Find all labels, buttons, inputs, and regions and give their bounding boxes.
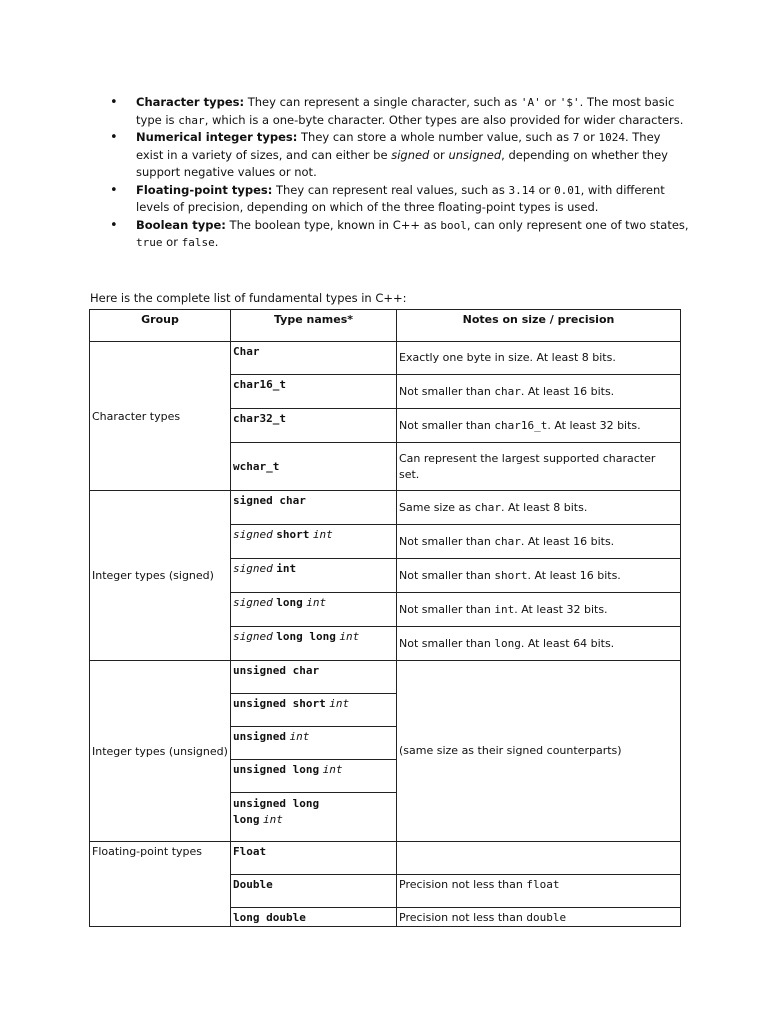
type-name-cell [231, 661, 397, 694]
group-character-types: Character types [90, 342, 231, 491]
bullet-text: They can store a whole number value, such as [297, 130, 573, 144]
table-row [90, 842, 681, 875]
notes-cell: Can represent the largest supported character set. [397, 443, 681, 491]
list-item-floating-point-types [110, 182, 690, 217]
notes-text: Not smaller than [399, 534, 495, 548]
notes-text: . At least 64 bits. [520, 636, 615, 650]
optional-keyword: int [322, 763, 343, 776]
notes-cell [397, 627, 681, 661]
notes-cell: Exactly one byte in size. At least 8 bits. [397, 342, 681, 375]
type-name-cell [231, 409, 397, 443]
notes-cell [397, 375, 681, 409]
group-integer-signed: Integer types (signed) [90, 491, 231, 661]
optional-keyword: signed [233, 562, 273, 575]
notes-cell [397, 559, 681, 593]
notes-text: . At least 16 bits. [520, 534, 615, 548]
optional-keyword: int [306, 596, 327, 609]
bullet-text: or [534, 182, 555, 197]
table-intro: Here is the complete list of fundamental types in C++: [90, 291, 407, 305]
bullet-text: or [579, 130, 599, 144]
optional-keyword: int [312, 528, 333, 541]
type-name-cell [231, 525, 397, 559]
code-literal: 'A' [520, 96, 541, 109]
optional-keyword: signed [233, 630, 273, 643]
type-name-cell [231, 727, 397, 760]
notes-cell [397, 842, 681, 875]
bullet-text: They can represent real values, such as [272, 182, 509, 197]
type-name-cell [231, 793, 397, 842]
type-keyword: unsigned short [233, 697, 326, 710]
code-literal: char16_t [494, 418, 548, 432]
notes-cell [397, 908, 681, 927]
type-name-cell [231, 491, 397, 525]
bullet-text: , can only represent one of two states, [466, 217, 689, 232]
type-name-cell [231, 908, 397, 927]
optional-keyword: int [263, 813, 283, 826]
type-name-cell [231, 694, 397, 727]
type-keyword: unsigned long [233, 797, 320, 810]
table-row [90, 491, 681, 525]
type-name-cell [231, 875, 397, 908]
type-keyword: Char [233, 345, 260, 358]
optional-keyword: int [289, 730, 310, 743]
code-literal: false [181, 236, 215, 249]
type-keyword: long [276, 596, 303, 609]
type-keyword: Float [233, 845, 267, 858]
notes-cell-unsigned: (same size as their signed counterparts) [397, 661, 681, 842]
notes-cell [397, 491, 681, 525]
type-keyword: long [233, 813, 260, 826]
type-name-cell [231, 627, 397, 661]
emphasis-text: unsigned [448, 147, 502, 162]
bullet-term: Numerical integer types: [136, 130, 298, 144]
group-floating-point: Floating-point types [90, 842, 231, 927]
type-name-cell [231, 593, 397, 627]
type-keyword: int [276, 562, 297, 575]
notes-text: Not smaller than [399, 602, 495, 616]
notes-cell [397, 525, 681, 559]
code-literal: '$' [559, 96, 580, 109]
notes-cell [397, 875, 681, 908]
type-name-cell [231, 375, 397, 409]
bullet-text: , which is a one-byte character. Other types are also provided for wider characters. [204, 112, 684, 127]
optional-keyword: signed [233, 528, 273, 541]
optional-keyword: int [339, 630, 360, 643]
notes-text: . At least 16 bits. [527, 568, 621, 582]
type-keyword: Double [233, 878, 273, 891]
notes-text: Precision not less than [399, 911, 527, 924]
bullet-text: . [214, 235, 219, 249]
notes-text: Precision not less than [399, 878, 527, 891]
notes-text: Not smaller than [399, 568, 495, 582]
code-literal: char [494, 384, 521, 398]
header-group: Group [90, 310, 231, 342]
list-item-boolean-type [110, 217, 690, 252]
fundamental-types-table [89, 309, 681, 927]
list-item-character-types [110, 94, 690, 129]
group-integer-unsigned: Integer types (unsigned) [90, 661, 231, 842]
type-keyword: unsigned char [233, 664, 320, 677]
type-keyword: unsigned [233, 730, 286, 743]
notes-text: Not smaller than [399, 418, 495, 432]
notes-text: . At least 32 bits. [514, 602, 608, 616]
type-keyword: long long [276, 630, 336, 643]
code-literal: double [526, 911, 567, 924]
code-literal: int [494, 602, 515, 616]
code-literal: short [494, 568, 528, 582]
bullet-text: , depending on whether they support negative values or not. [136, 147, 668, 179]
optional-keyword: signed [233, 596, 273, 609]
type-keyword: char16_t [233, 378, 286, 391]
notes-text: Not smaller than [399, 636, 495, 650]
header-type-names: Type names* [231, 310, 397, 342]
bullet-text: The boolean type, known in C++ as [225, 217, 441, 232]
code-literal: long [494, 636, 521, 650]
optional-keyword: int [329, 697, 350, 710]
bullet-text: or [540, 95, 560, 109]
type-name-cell [231, 559, 397, 593]
bullet-text: They can represent a single character, such as [244, 95, 521, 109]
code-literal: 0.01 [554, 183, 581, 197]
type-keyword: long double [233, 911, 306, 924]
bullet-text: . They exist in a variety of sizes, and can either be [136, 130, 661, 162]
notes-cell [397, 409, 681, 443]
emphasis-text: signed [391, 147, 430, 162]
type-name-cell [231, 443, 397, 491]
code-literal: 3.14 [508, 183, 535, 197]
notes-text: . At least 8 bits. [501, 500, 588, 514]
type-name-cell [231, 760, 397, 793]
code-literal: 1024 [598, 131, 625, 144]
type-keyword: unsigned long [233, 763, 320, 776]
bullet-text: or [429, 147, 449, 162]
table-row [90, 661, 681, 694]
bullet-term: Floating-point types: [136, 182, 273, 197]
code-literal: char [474, 500, 501, 514]
type-name-cell [231, 842, 397, 875]
bullet-text: , with different levels of precision, depending on which of the three floating-point types is used. [136, 182, 665, 214]
notes-cell [397, 593, 681, 627]
bullet-text: . The most basic type is [136, 95, 675, 127]
list-item-integer-types [110, 129, 690, 182]
type-keyword: short [276, 528, 310, 541]
bullet-term: Character types: [136, 95, 245, 109]
header-notes: Notes on size / precision [397, 310, 681, 342]
type-keyword: char32_t [233, 412, 286, 425]
type-keyword: signed char [233, 494, 306, 507]
bullet-term: Boolean type: [136, 217, 226, 232]
code-literal: char [494, 534, 521, 548]
notes-text: . At least 32 bits. [547, 418, 641, 432]
code-literal: char [178, 113, 205, 127]
code-literal: 7 [572, 131, 580, 144]
type-keyword: wchar_t [233, 460, 280, 473]
notes-text: . At least 16 bits. [520, 384, 615, 398]
bullet-text: or [162, 235, 182, 249]
notes-text: Same size as [399, 500, 475, 514]
table-header-row [90, 310, 681, 342]
type-name-cell [231, 342, 397, 375]
type-category-list [110, 94, 690, 252]
code-literal: float [526, 878, 560, 891]
code-literal: bool [440, 218, 467, 232]
notes-text: Not smaller than [399, 384, 495, 398]
table-row [90, 342, 681, 375]
code-literal: true [136, 236, 163, 249]
